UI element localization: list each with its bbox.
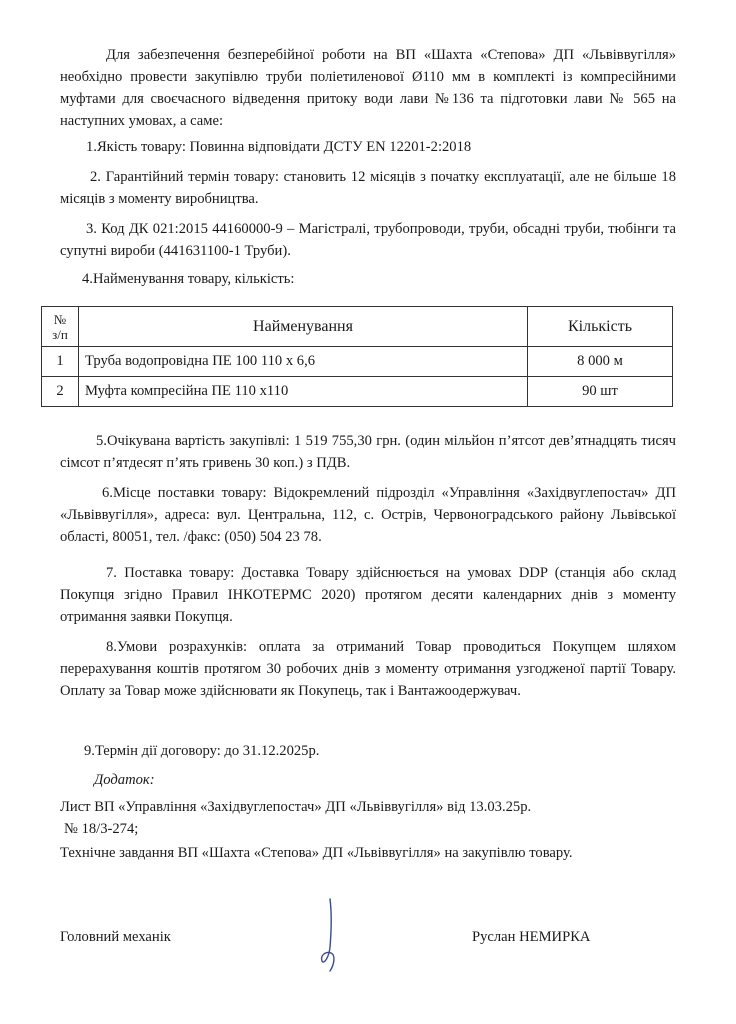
signer-name: Руслан НЕМИРКА <box>472 929 591 945</box>
header-num <box>42 307 79 347</box>
table-row <box>42 377 673 407</box>
section-contract-term: 9.Термін дії договору: до 31.12.2025р. <box>84 743 320 759</box>
table-row <box>42 347 673 377</box>
signer-position: Головний механік <box>60 929 171 945</box>
attachment-title: Додаток: <box>94 772 155 788</box>
section-quality: 1.Якість товару: Повинна відповідати ДСТУ EN 12201-2:2018 <box>86 139 472 155</box>
section-delivery-place: 6.Місце поставки товару: Відокремлений підрозділ «Управління «Західвуглепостач» ДП «Львіввугілля», адреса: вул. Центральна, 112, с. Острів, Червоноградського району Львівської області, 80051, тел. /факс: (050) 504 23 78. <box>60 485 676 545</box>
goods-table <box>41 306 673 407</box>
header-name: Найменування <box>79 307 528 347</box>
header-qty: Кількість <box>528 307 673 347</box>
row-name: Труба водопровідна ПЕ 100 110 х 6,6 <box>79 347 528 377</box>
row-num: 1 <box>42 347 79 377</box>
intro-paragraph: Для забезпечення безперебійної роботи на ВП «Шахта «Степова» ДП «Львіввугілля» необхідно провести закупівлю труби поліетиленової Ø110 мм в комплекті із компресійними муфтами для своєчасного відведення притоку води лави №136 та підготовки лави № 565 на наступних умовах, а саме: <box>60 47 676 129</box>
section-delivery-terms: 7. Поставка товару: Доставка Товару здійснюється на умовах DDP (станція або склад Покупця згідно Правил ІНКОТЕРМС 2020) протягом десяти календарних днів з моменту отримання заявки Покупця. <box>60 565 676 625</box>
section-warranty: 2. Гарантійний термін товару: становить 12 місяців з початку експлуатації, але не більше 18 місяців з моменту виробництва. <box>60 169 676 207</box>
row-num: 2 <box>42 377 79 407</box>
row-name: Муфта компресійна ПЕ 110 х110 <box>79 377 528 407</box>
row-qty: 8 000 м <box>528 347 673 377</box>
handwritten-signature <box>300 895 360 975</box>
attachment-line: Технічне завдання ВП «Шахта «Степова» ДП «Львіввугілля» на закупівлю товару. <box>60 845 573 861</box>
attachment-line: № 18/3-274; <box>64 821 139 837</box>
row-qty: 90 шт <box>528 377 673 407</box>
section-payment-terms: 8.Умови розрахунків: оплата за отриманий Товар проводиться Покупцем шляхом перерахування коштів протягом 30 робочих днів з моменту отримання узгодженої партії Товару. Оплату за Товар може здійснювати як Покупець, так і Вантажоодержувач. <box>60 639 676 699</box>
header-num-line1: № <box>53 311 67 327</box>
attachment-line: Лист ВП «Управління «Західвуглепостач» ДП «Львіввугілля» від 13.03.25р. <box>60 799 532 815</box>
header-num-line2: з/п <box>52 326 68 342</box>
section-goods-title: 4.Найменування товару, кількість: <box>82 271 295 287</box>
table-header-row <box>42 307 673 347</box>
section-dk-code: 3. Код ДК 021:2015 44160000-9 – Магістралі, трубопроводи, труби, обсадні труби, тюбінги та супутні вироби (441631100-1 Труби). <box>60 221 676 259</box>
section-expected-cost: 5.Очікувана вартість закупівлі: 1 519 755,30 грн. (один мільйон п’ятсот дев’ятнадцять тисяч сімсот п’ятдесят п’ять гривень 30 коп.) з ПДВ. <box>60 433 676 471</box>
